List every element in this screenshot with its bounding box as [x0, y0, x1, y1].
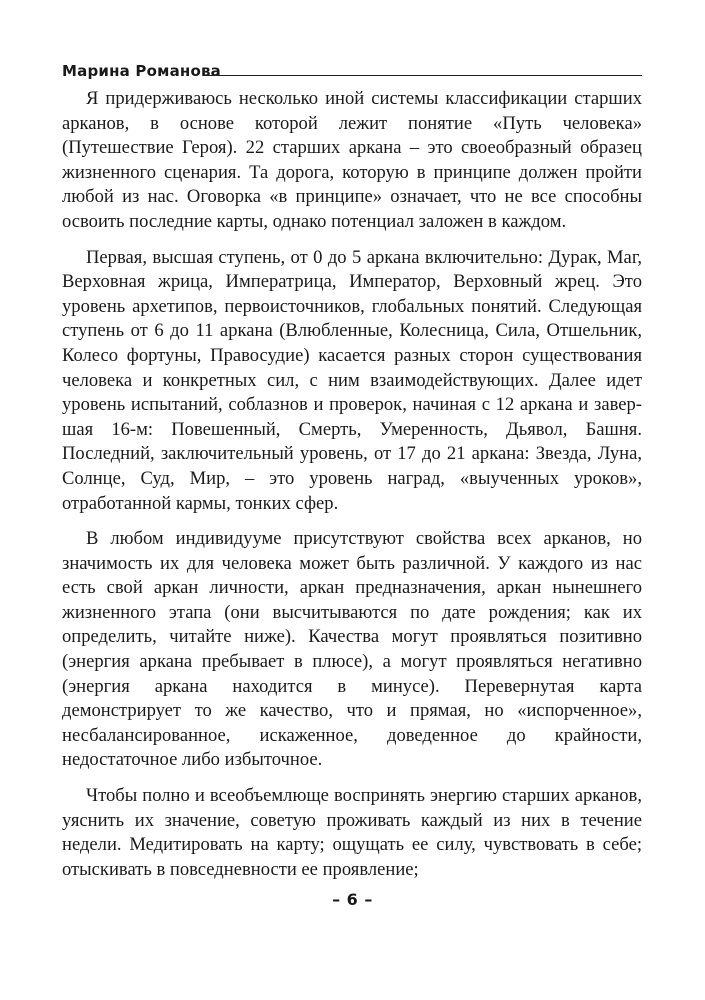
page-body	[62, 87, 642, 893]
author-name: Марина Романова	[62, 62, 221, 80]
running-header	[62, 56, 642, 86]
header-rule	[205, 75, 642, 76]
paragraph: Чтобы полно и всеобъемлюще воспринять энергию старших арканов, уяснить их значение, советую проживать каждый из них в течение недели. Медитировать на карту; ощущать ее силу, чувствовать в себе; отыскивать в повседневности ее проявление;	[62, 785, 642, 880]
paragraph: Я придерживаюсь несколько иной системы классификации старших арканов, в основе которой лежит понятие «Путь человека» (Путешествие Героя). 22 старших аркана – это своеобразный образец жизненного сценария. Та дорога, которую в принципе должен пройти любой из нас. Оговорка «в принципе» означает, что не все способны освоить последние карты, однако потенциал заложен в каждом.	[62, 88, 642, 232]
page-number: – 6 –	[332, 890, 373, 909]
paragraph: Первая, высшая ступень, от 0 до 5 аркана включительно: Дурак, Маг, Верховная жрица, Императрица, Император, Верховный жрец. Это уровень архетипов, первоисточников, глобальных понятий. Следующая ступень от 6 до 11 аркана (Влюбленные, Колесница, Сила, Отшельник, Колесо фортуны, Правосудие) касается разных сторон существования человека и конкретных сил, с ним взаимодействующих. Далее идет уровень испытаний, соблазнов и проверок, начиная с 12 аркана и завершая 16-м: Повешенный, Смерть, Умеренность, Дьявол, Башня. Последний, заключительный уровень, от 17 до 21 аркана: Звезда, Луна, Солнце, Суд, Мир, – это уровень наград, «выученных уроков», отработанной кармы, тонких сфер.	[62, 246, 642, 514]
paragraph: В любом индивидууме присутствуют свойства всех арканов, но значимость их для человека может быть различной. У каждого из нас есть свой аркан личности, аркан предназначения, аркан нынешнего жизненного этапа (они высчитываются по дате рождения; как их определить, читайте ниже). Качества могут проявляться позитивно (энергия аркана пребывает в плюсе), а могут проявляться негативно (энергия аркана находится в минусе). Перевернутая карта демонстрирует то же качество, что и прямая, но «испорченное», несбалансированное, искаженное, доведенное до крайности, недостаточное либо избыточное.	[62, 528, 642, 771]
